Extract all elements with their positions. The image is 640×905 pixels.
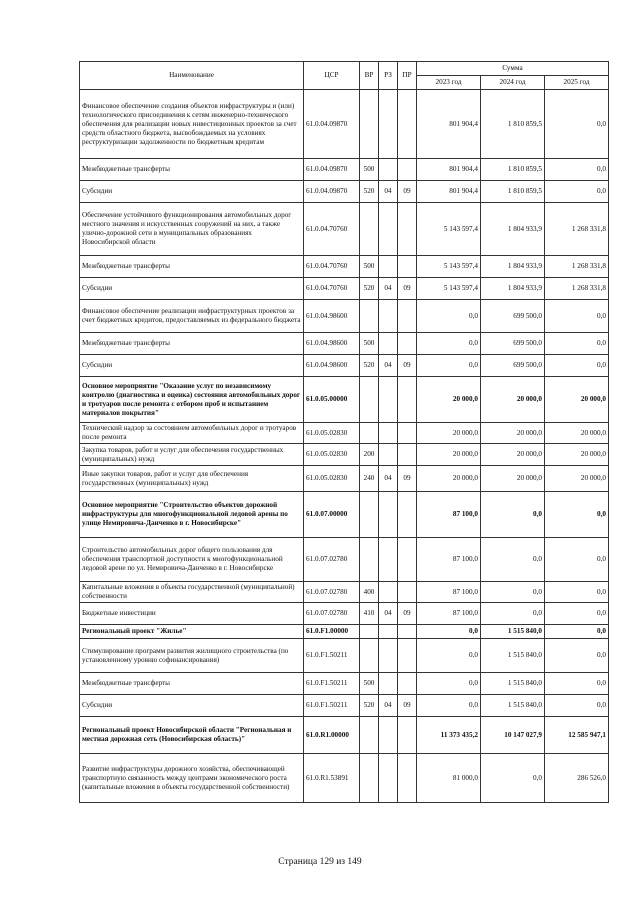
cell-rz [379, 423, 398, 444]
cell-vr [360, 639, 379, 673]
cell-vr: 500 [360, 673, 379, 695]
cell-name: Финансовое обеспечение реализации инфраструктурных проектов за счет бюджетных кредитов, предоставляемых из федерального бюджета [80, 300, 304, 333]
cell-2023: 87 100,0 [417, 603, 481, 625]
cell-rz [379, 333, 398, 355]
cell-csr: 61.0.04.09870 [304, 159, 360, 181]
cell-name: Субсидии [80, 181, 304, 203]
cell-rz: 04 [379, 278, 398, 300]
cell-rz [379, 625, 398, 639]
cell-pr: 09 [398, 695, 417, 717]
cell-rz [379, 717, 398, 754]
cell-2024: 699 500,0 [481, 355, 545, 377]
cell-2025: 0,0 [545, 538, 609, 582]
cell-vr: 410 [360, 603, 379, 625]
table-row [80, 603, 609, 625]
table-row [80, 333, 609, 355]
cell-2024: 20 000,0 [481, 444, 545, 466]
cell-vr: 520 [360, 355, 379, 377]
header-pr: ПР [398, 62, 417, 90]
cell-2025: 0,0 [545, 625, 609, 639]
cell-2023: 801 904,4 [417, 159, 481, 181]
header-name: Наименование [80, 62, 304, 90]
cell-pr [398, 300, 417, 333]
cell-2024: 0,0 [481, 754, 545, 803]
cell-2023: 0,0 [417, 673, 481, 695]
cell-name: Субсидии [80, 355, 304, 377]
cell-pr: 09 [398, 603, 417, 625]
cell-rz [379, 754, 398, 803]
cell-csr: 61.0.04.70760 [304, 278, 360, 300]
cell-name: Основное мероприятие "Оказание услуг по независимому контролю (диагностика и оценка) состояния автомобильных дорог и тротуаров после ремонта с отбором проб и испытанием материалов покрытия" [80, 377, 304, 423]
cell-name: Межбюджетные трансферты [80, 159, 304, 181]
table-row [80, 159, 609, 181]
cell-csr: 61.0.F1.50211 [304, 673, 360, 695]
cell-2023: 0,0 [417, 300, 481, 333]
cell-vr [360, 423, 379, 444]
budget-table [79, 61, 609, 803]
cell-rz [379, 444, 398, 466]
cell-2024: 1 515 840,0 [481, 695, 545, 717]
cell-csr: 61.0.07.02780 [304, 603, 360, 625]
cell-rz [379, 639, 398, 673]
cell-name: Бюджетные инвестиции [80, 603, 304, 625]
cell-vr: 500 [360, 256, 379, 278]
table-row [80, 377, 609, 423]
cell-2024: 699 500,0 [481, 300, 545, 333]
cell-2024: 0,0 [481, 492, 545, 538]
cell-name: Стимулирование программ развития жилищного строительства (по установленному уровню софинансирования) [80, 639, 304, 673]
cell-2023: 0,0 [417, 695, 481, 717]
cell-pr: 09 [398, 278, 417, 300]
cell-pr [398, 582, 417, 603]
cell-pr: 09 [398, 355, 417, 377]
cell-csr: 61.0.07.02780 [304, 538, 360, 582]
table-row [80, 492, 609, 538]
cell-name: Финансовое обеспечение создания объектов инфраструктуры и (или) технологического присоединения к сетям инженерно-технического обеспечения для реализации новых инвестиционных проектов за счет средств областного бюджета, высвобождаемых на условиях реструктуризации задолженности по бюджетным кредитам [80, 90, 304, 159]
cell-2024: 699 500,0 [481, 333, 545, 355]
cell-vr [360, 754, 379, 803]
cell-csr: 61.0.04.98600 [304, 300, 360, 333]
cell-2023: 87 100,0 [417, 538, 481, 582]
cell-2023: 81 000,0 [417, 754, 481, 803]
cell-2024: 1 515 840,0 [481, 625, 545, 639]
cell-2023: 0,0 [417, 639, 481, 673]
cell-vr [360, 90, 379, 159]
cell-2023: 87 100,0 [417, 492, 481, 538]
cell-2023: 5 143 597,4 [417, 256, 481, 278]
cell-pr [398, 538, 417, 582]
cell-2025: 0,0 [545, 300, 609, 333]
cell-pr [398, 203, 417, 256]
cell-2025: 20 000,0 [545, 423, 609, 444]
cell-2025: 0,0 [545, 639, 609, 673]
cell-rz: 04 [379, 603, 398, 625]
table-body [80, 90, 609, 803]
cell-2024: 0,0 [481, 538, 545, 582]
cell-2023: 20 000,0 [417, 444, 481, 466]
cell-pr [398, 256, 417, 278]
cell-csr: 61.0.05.00000 [304, 377, 360, 423]
table-row [80, 538, 609, 582]
cell-name: Региональный проект Новосибирской области "Региональная и местная дорожная сеть (Новосибирская область)" [80, 717, 304, 754]
cell-csr: 61.0.05.02830 [304, 423, 360, 444]
cell-name: Региональный проект "Жилье" [80, 625, 304, 639]
cell-csr: 61.0.R1.53891 [304, 754, 360, 803]
cell-name: Строительство автомобильных дорог общего пользования для обеспечения транспортной доступности к многофункциональной ледовой арене по ул. Немировича-Данченко в г. Новосибирске [80, 538, 304, 582]
cell-rz [379, 582, 398, 603]
cell-vr [360, 203, 379, 256]
cell-2025: 0,0 [545, 582, 609, 603]
cell-rz: 04 [379, 181, 398, 203]
cell-pr [398, 639, 417, 673]
table-row [80, 444, 609, 466]
cell-rz [379, 377, 398, 423]
cell-2023: 5 143 597,4 [417, 278, 481, 300]
cell-rz: 04 [379, 466, 398, 492]
cell-csr: 61.0.05.02830 [304, 466, 360, 492]
header-rz: РЗ [379, 62, 398, 90]
cell-rz: 04 [379, 695, 398, 717]
cell-2024: 20 000,0 [481, 423, 545, 444]
table-row [80, 695, 609, 717]
cell-rz [379, 673, 398, 695]
cell-name: Межбюджетные трансферты [80, 333, 304, 355]
cell-pr: 09 [398, 181, 417, 203]
cell-2024: 0,0 [481, 603, 545, 625]
cell-2023: 87 100,0 [417, 582, 481, 603]
table-row [80, 625, 609, 639]
cell-vr: 400 [360, 582, 379, 603]
cell-2024: 1 804 933,9 [481, 278, 545, 300]
cell-csr: 61.0.07.00000 [304, 492, 360, 538]
cell-pr [398, 717, 417, 754]
cell-vr [360, 492, 379, 538]
cell-2025: 0,0 [545, 181, 609, 203]
table-row [80, 278, 609, 300]
cell-csr: 61.0.F1.00000 [304, 625, 360, 639]
cell-2025: 286 526,0 [545, 754, 609, 803]
cell-vr [360, 717, 379, 754]
cell-2023: 20 000,0 [417, 466, 481, 492]
cell-2025: 20 000,0 [545, 444, 609, 466]
cell-2024: 0,0 [481, 582, 545, 603]
cell-2024: 1 515 840,0 [481, 639, 545, 673]
table-row [80, 754, 609, 803]
cell-2023: 20 000,0 [417, 423, 481, 444]
cell-rz [379, 203, 398, 256]
cell-2025: 0,0 [545, 673, 609, 695]
cell-name: Развитие инфраструктуры дорожного хозяйства, обеспечивающей транспортную связанность между центрами экономического роста (капитальные вложения в объекты государственной собственности) [80, 754, 304, 803]
cell-2024: 1 810 859,5 [481, 90, 545, 159]
cell-rz [379, 159, 398, 181]
cell-pr [398, 423, 417, 444]
cell-vr: 520 [360, 181, 379, 203]
cell-pr [398, 492, 417, 538]
cell-pr [398, 673, 417, 695]
cell-2023: 5 143 597,4 [417, 203, 481, 256]
table-row [80, 639, 609, 673]
cell-2023: 0,0 [417, 625, 481, 639]
cell-vr [360, 538, 379, 582]
cell-2024: 20 000,0 [481, 466, 545, 492]
cell-2024: 1 804 933,9 [481, 203, 545, 256]
header-csr: ЦСР [304, 62, 360, 90]
cell-pr [398, 333, 417, 355]
cell-pr: 09 [398, 466, 417, 492]
cell-csr: 61.0.04.98600 [304, 355, 360, 377]
cell-rz [379, 300, 398, 333]
header-vr: ВР [360, 62, 379, 90]
cell-2025: 0,0 [545, 603, 609, 625]
cell-name: Субсидии [80, 278, 304, 300]
cell-csr: 61.0.04.70760 [304, 203, 360, 256]
cell-2025: 1 268 331,8 [545, 203, 609, 256]
cell-2023: 11 373 435,2 [417, 717, 481, 754]
cell-2025: 0,0 [545, 695, 609, 717]
cell-2023: 801 904,4 [417, 181, 481, 203]
cell-pr [398, 159, 417, 181]
cell-rz: 04 [379, 355, 398, 377]
cell-rz [379, 492, 398, 538]
cell-2024: 1 515 840,0 [481, 673, 545, 695]
cell-name: Обеспечение устойчивого функционирования автомобильных дорог местного значения и искусственных сооружений на них, а также улично-дорожной сети в муниципальных образованиях Новосибирской области [80, 203, 304, 256]
cell-pr [398, 90, 417, 159]
cell-vr: 240 [360, 466, 379, 492]
page-number: Страница 129 из 149 [278, 857, 362, 867]
cell-vr: 520 [360, 695, 379, 717]
cell-csr: 61.0.04.98600 [304, 333, 360, 355]
cell-vr [360, 625, 379, 639]
cell-2024: 10 147 027,9 [481, 717, 545, 754]
table-row [80, 582, 609, 603]
table-row [80, 90, 609, 159]
cell-pr [398, 754, 417, 803]
cell-vr [360, 377, 379, 423]
header-sum: Сумма [417, 62, 609, 76]
cell-rz [379, 538, 398, 582]
cell-rz [379, 256, 398, 278]
cell-2025: 0,0 [545, 355, 609, 377]
cell-name: Межбюджетные трансферты [80, 673, 304, 695]
cell-name: Иные закупки товаров, работ и услуг для обеспечения государственных (муниципальных) нужд [80, 466, 304, 492]
cell-csr: 61.0.F1.50211 [304, 639, 360, 673]
cell-name: Капитальные вложения в объекты государственной (муниципальной) собственности [80, 582, 304, 603]
table-row [80, 203, 609, 256]
cell-csr: 61.0.04.09870 [304, 90, 360, 159]
cell-vr [360, 300, 379, 333]
cell-csr: 61.0.07.02780 [304, 582, 360, 603]
cell-vr: 520 [360, 278, 379, 300]
table-row [80, 300, 609, 333]
cell-2025: 0,0 [545, 333, 609, 355]
cell-2023: 0,0 [417, 333, 481, 355]
cell-2025: 20 000,0 [545, 466, 609, 492]
cell-2024: 1 810 859,5 [481, 181, 545, 203]
cell-name: Технический надзор за состоянием автомобильных дорог и тротуаров после ремонта [80, 423, 304, 444]
table-row [80, 717, 609, 754]
cell-2025: 0,0 [545, 90, 609, 159]
cell-csr: 61.0.04.70760 [304, 256, 360, 278]
cell-csr: 61.0.R1.00000 [304, 717, 360, 754]
cell-2025: 1 268 331,8 [545, 278, 609, 300]
cell-vr: 200 [360, 444, 379, 466]
cell-2025: 12 585 947,1 [545, 717, 609, 754]
cell-pr [398, 625, 417, 639]
cell-vr: 500 [360, 333, 379, 355]
table-row [80, 466, 609, 492]
header-year-2023: 2023 год [417, 76, 481, 90]
header-year-2025: 2025 год [545, 76, 609, 90]
cell-name: Межбюджетные трансферты [80, 256, 304, 278]
cell-name: Закупка товаров, работ и услуг для обеспечения государственных (муниципальных) нужд [80, 444, 304, 466]
cell-csr: 61.0.05.02830 [304, 444, 360, 466]
cell-2023: 20 000,0 [417, 377, 481, 423]
cell-2023: 801 904,4 [417, 90, 481, 159]
cell-2025: 0,0 [545, 159, 609, 181]
cell-2025: 20 000,0 [545, 377, 609, 423]
cell-vr: 500 [360, 159, 379, 181]
table-row [80, 181, 609, 203]
cell-pr [398, 444, 417, 466]
header-year-2024: 2024 год [481, 76, 545, 90]
cell-name: Субсидии [80, 695, 304, 717]
table-row [80, 256, 609, 278]
cell-2024: 20 000,0 [481, 377, 545, 423]
table-row [80, 423, 609, 444]
cell-rz [379, 90, 398, 159]
cell-pr [398, 377, 417, 423]
cell-csr: 61.0.04.09870 [304, 181, 360, 203]
cell-2025: 1 268 331,8 [545, 256, 609, 278]
cell-2024: 1 810 859,5 [481, 159, 545, 181]
cell-2023: 0,0 [417, 355, 481, 377]
cell-csr: 61.0.F1.50211 [304, 695, 360, 717]
cell-2025: 0,0 [545, 492, 609, 538]
cell-2024: 1 804 933,9 [481, 256, 545, 278]
table-row [80, 673, 609, 695]
cell-name: Основное мероприятие "Строительство объектов дорожной инфраструктуры для многофункциональной ледовой арены по улице Немировича-Данченко в г. Новосибирске" [80, 492, 304, 538]
table-row [80, 355, 609, 377]
